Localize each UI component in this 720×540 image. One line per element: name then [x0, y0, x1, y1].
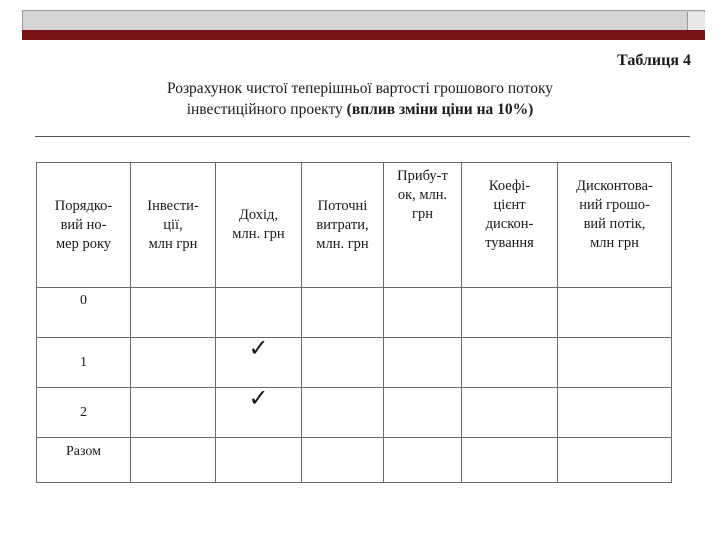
table-cell [302, 438, 384, 483]
row-label-cell [37, 388, 131, 438]
header-cell-year [37, 163, 131, 288]
header-cell-discounted-cash-flow [558, 163, 672, 288]
header-discount-coefficient-text: Коефі- цієнт дискон- тування [485, 178, 534, 251]
table-cell [558, 438, 672, 483]
checkmark-icon: ✓ [248, 333, 269, 362]
row-label-cell [37, 438, 131, 483]
table-row [37, 288, 672, 338]
table-cell [216, 438, 302, 483]
table-cell [384, 388, 462, 438]
header-income-text: Дохід, млн. грн [232, 207, 285, 242]
table-row [37, 438, 672, 483]
table-cell [216, 288, 302, 338]
npv-table [36, 162, 672, 483]
header-current-costs-text: Поточні витрати, млн. грн [316, 197, 369, 252]
caption-line-2-text: інвестиційного проекту [186, 101, 347, 118]
table-caption [40, 78, 680, 120]
table-cell [131, 288, 216, 338]
caption-rule [35, 136, 690, 137]
header-year-text: Порядко- вий но- мер року [54, 197, 113, 252]
slide-header-bar [22, 30, 705, 40]
table-cell [216, 383, 302, 438]
table-cell [558, 338, 672, 388]
table-row [37, 388, 672, 438]
header-cell-discount-coefficient [462, 163, 558, 288]
header-investments-text: Інвести- ції, млн грн [147, 197, 199, 252]
checkmark-icon: ✓ [248, 383, 269, 412]
table-cell [216, 333, 302, 388]
row-label: 2 [80, 405, 87, 420]
row-label: Разом [65, 444, 102, 459]
table-cell [302, 288, 384, 338]
table-cell [462, 288, 558, 338]
header-cell-investments [131, 163, 216, 288]
table-cell [558, 388, 672, 438]
table-row [37, 338, 672, 388]
table-cell [462, 338, 558, 388]
table-number-label: Таблиця 4 [617, 52, 691, 69]
row-label: 1 [80, 355, 87, 370]
table-cell [302, 388, 384, 438]
table-cell [384, 438, 462, 483]
caption-line-1: Розрахунок чистої теперішньої вартості грошового потоку [166, 80, 554, 97]
caption-line-2 [40, 99, 680, 120]
table-cell [462, 388, 558, 438]
header-discounted-cash-flow-text: Дисконтова- ний грошо- вий потік, млн грн [576, 178, 653, 251]
table-cell [462, 438, 558, 483]
table-header-row [37, 163, 672, 288]
header-cell-profit [384, 163, 462, 288]
table-cell [384, 288, 462, 338]
table-cell [131, 338, 216, 388]
row-label-cell [37, 338, 131, 388]
header-cell-income [216, 163, 302, 288]
table-cell [384, 338, 462, 388]
table-cell [131, 388, 216, 438]
header-cell-current-costs [302, 163, 384, 288]
table-cell [302, 338, 384, 388]
row-label-cell [37, 288, 131, 338]
row-label: 0 [80, 293, 87, 308]
slide-header-square [687, 12, 705, 30]
table-cell [558, 288, 672, 338]
caption-line-2-bold: (вплив зміни ціни на 10%) [346, 101, 534, 118]
header-profit-text: Прибу-т ок, млн. грн [397, 168, 448, 222]
table-cell [131, 438, 216, 483]
